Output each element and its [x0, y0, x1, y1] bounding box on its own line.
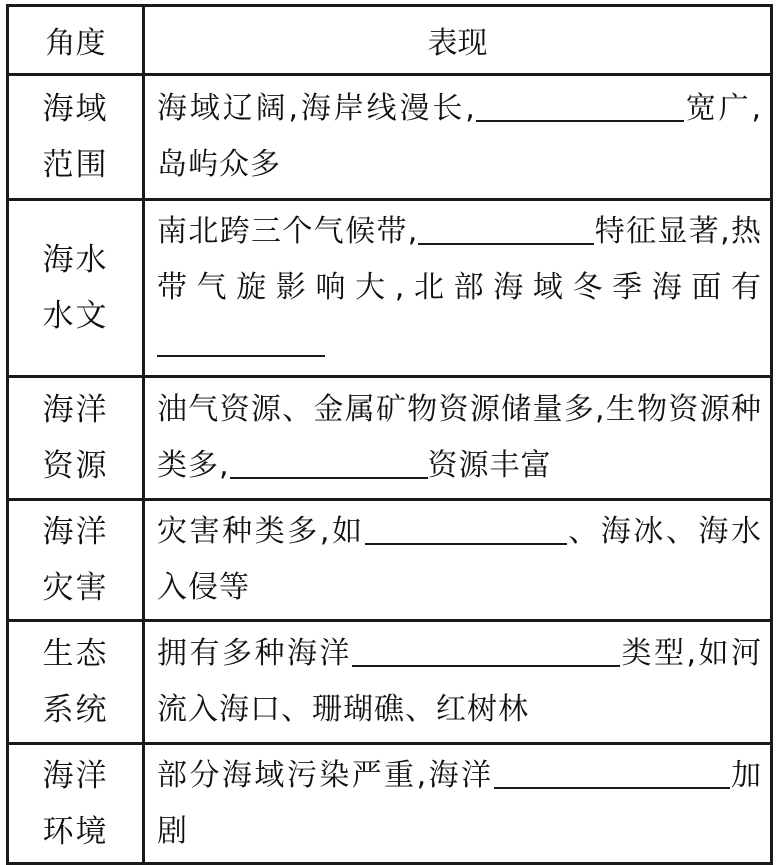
aspect-label: 海洋 — [42, 514, 109, 550]
aspect-cell — [8, 744, 144, 864]
content-text: 油气资源、金属矿物资源储量多,生物资源种类多, — [157, 392, 762, 483]
content-text: 加剧 — [157, 757, 763, 849]
aspect-cell — [8, 200, 144, 377]
aspect-label: 海水 — [42, 242, 109, 278]
answer-blank[interactable] — [230, 447, 428, 479]
content-text: 部分海域污染严重,海洋 — [157, 757, 494, 793]
content-text: 灾害种类多,如 — [157, 514, 365, 549]
aspect-cell — [8, 621, 144, 744]
aspect-label: 灾害 — [42, 570, 109, 606]
content-cell — [144, 200, 772, 377]
answer-blank[interactable] — [157, 325, 325, 357]
table-header-row — [8, 6, 772, 75]
table-row — [8, 200, 772, 377]
aspect-label: 海洋 — [42, 757, 109, 794]
aspect-cell — [8, 377, 144, 500]
answer-blank[interactable] — [418, 213, 594, 245]
content-cell — [144, 621, 772, 744]
aspect-cell — [8, 75, 144, 200]
content-text: 南北跨三个气候带, — [157, 214, 419, 249]
content-text: 拥有多种海洋 — [157, 636, 352, 671]
table-row — [8, 377, 772, 500]
content-text: 资源丰富 — [427, 448, 552, 483]
aspect-label: 海洋 — [42, 392, 109, 428]
table-row — [8, 75, 772, 200]
aspect-label: 环境 — [42, 813, 109, 850]
table-row — [8, 621, 772, 744]
aspect-cell — [8, 500, 144, 621]
answer-blank[interactable] — [352, 635, 620, 667]
content-text: 宽广,岛屿众多 — [157, 91, 762, 182]
content-text: 类型,如河流入海口、珊瑚礁、红树林 — [157, 636, 762, 727]
aspect-label: 范围 — [42, 147, 109, 183]
table-row — [8, 500, 772, 621]
header-performance: 表现 — [144, 6, 772, 75]
geography-table — [6, 4, 773, 865]
aspect-label: 系统 — [42, 692, 109, 728]
answer-blank[interactable] — [476, 90, 684, 122]
content-text: 特征显著,热带气旋影响大,北部海域冬季海面有 — [157, 214, 762, 305]
table-row — [8, 744, 772, 864]
aspect-label: 资源 — [42, 448, 109, 484]
aspect-label: 水文 — [42, 298, 109, 334]
content-text: 海域辽阔,海岸线漫长, — [157, 91, 476, 126]
answer-blank[interactable] — [494, 757, 730, 789]
content-cell — [144, 744, 772, 864]
content-cell — [144, 500, 772, 621]
aspect-label: 生态 — [42, 636, 109, 672]
content-cell — [144, 75, 772, 200]
aspect-label: 海域 — [42, 91, 109, 127]
content-cell — [144, 377, 772, 500]
header-aspect: 角度 — [8, 6, 144, 75]
answer-blank[interactable] — [365, 513, 567, 545]
content-text: 、海冰、海水入侵等 — [157, 514, 763, 605]
